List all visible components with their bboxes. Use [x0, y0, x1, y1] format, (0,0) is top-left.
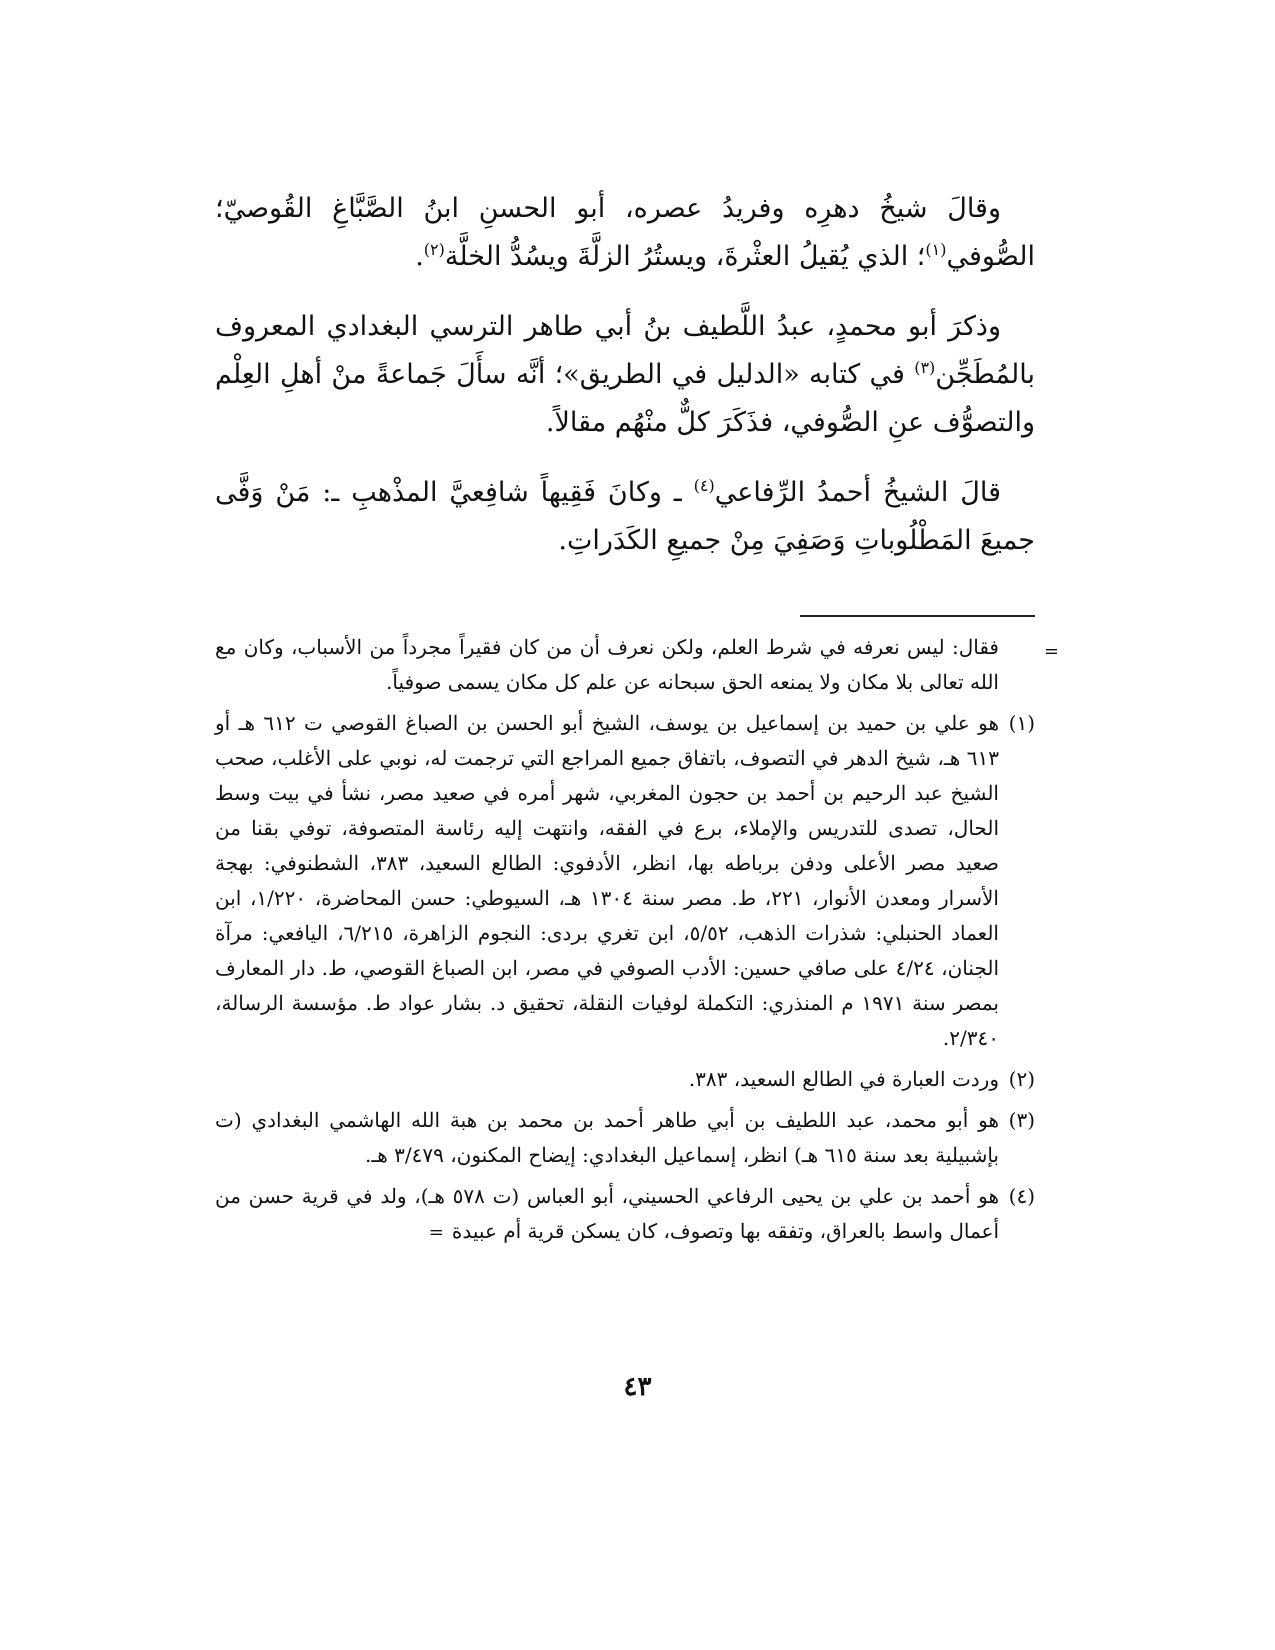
paragraph-3-text-a: قالَ الشيخُ أحمدُ الرِّفاعي [714, 477, 1001, 508]
footnote-4 [215, 1179, 1035, 1250]
paragraph-2-text-b: في كتابه «الدليل في الطريق»؛ أنَّه سأَلَ جَماعةً منْ أهلِ العِلْم والتصوُّف عنِ الصُّوفي، فذَكَرَ كلٌّ منْهُم مقالاً. [215, 359, 1035, 438]
continuation-mark: = [1043, 641, 1059, 662]
footnote-text: وردت العبارة في الطالع السعيد، ٣٨٣. [688, 1067, 999, 1091]
page-number: ٤٣ [623, 1372, 652, 1402]
paragraph-3-text-b: ـ وكانَ فَقِيهاً شافِعيَّ المذْهبِ ـ: مَنْ وَفَّى جميعَ المَطْلُوباتِ وَصَفِيَ مِنْ جميعِ الكَدَراتِ. [215, 477, 1035, 556]
footnote-number: (٣) [1008, 1108, 1035, 1132]
footnote-number: (٢) [1008, 1067, 1035, 1091]
footnote-text: هو علي بن حميد بن إسماعيل بن يوسف، الشيخ أبو الحسن بن الصباغ القوصي ت ٦١٢ هـ أو ٦١٣ هـ، شيخ الدهر في التصوف، باتفاق جميع المراجع التي ترجمت له، نوبي على الأغلب، صحب الشيخ عبد الرحيم بن أحمد بن حجون المغربي، شهر أمره في صعيد مصر، نشأ في بيت وسط الحال، تصدى للتدريس والإملاء، برع في الفقه، وانتهت إليه رئاسة المتصوفة، توفي بقنا من صعيد مصر الأعلى ودفن برباطه بها، انظر، الأدفوي: الطالع السعيد، ٣٨٣، الشطنوفي: بهجة الأسرار ومعدن الأنوار، ٢٢١، ط. مصر سنة ١٣٠٤ هـ، السيوطي: حسن المحاضرة، ١/٢٢٠، ابن العماد الحنبلي: شذرات الذهب، ٥/٥٢، ابن تغري بردى: النجوم الزاهرة، ٦/٢١٥، اليافعي: مرآة الجنان، ٤/٢٤ على صافي حسين: الأدب الصوفي في مصر، ابن الصباغ القوصي، ط. دار المعارف بمصر سنة ١٩٧١ م المنذري: التكملة لوفيات النقلة، تحقيق د. بشار عواد ط. مؤسسة الرسالة، ٢/٣٤٠. [215, 711, 1000, 1050]
footnote-number: (٤) [1008, 1184, 1035, 1208]
continued-mark: = [428, 1222, 444, 1243]
paragraph-2 [215, 303, 1035, 447]
footnote-continuation-text: فقال: ليس نعرفه في شرط العلم، ولكن نعرف أن من كان فقيراً مجرداً من الأسباب، وكان مع الله تعالى بلا مكان ولا يمنعه الحق سبحانه عن علم كل مكان يسمى صوفياً. [215, 635, 999, 694]
paragraph-1-text-b: ؛ الذي يُقيلُ العثْرةَ، ويستُرُ الزلَّةَ ويسُدُّ الخلَّة [444, 241, 926, 272]
footnote-separator [800, 615, 1035, 617]
footnote-ref-3: (٣) [914, 358, 936, 377]
paragraph-1-text-c: . [415, 241, 424, 272]
paragraph-1-text-a: وقالَ شيخُ دهرِه وفريدُ عصره، أبو الحسنِ ابنُ الصَّبَّاغِ القُوصيّ؛ الصُّوفي [215, 193, 1035, 272]
main-text [215, 185, 1035, 587]
footnotes [215, 630, 1059, 1256]
paragraph-1 [215, 185, 1035, 281]
footnote-1 [215, 706, 1035, 1056]
footnote-text: هو أبو محمد، عبد اللطيف بن أبي طاهر أحمد بن محمد بن هبة الله الهاشمي البغدادي (ت بإشبيلية بعد سنة ٦١٥ هـ) انظر، إسماعيل البغدادي: إيضاح المكنون، ٣/٤٧٩ هـ. [215, 1108, 999, 1167]
footnote-ref-1: (١) [925, 240, 947, 259]
footnote-continuation [215, 630, 1059, 700]
footnote-2 [215, 1062, 1035, 1097]
footnote-ref-2: (٢) [423, 240, 445, 259]
footnote-text: هو أحمد بن علي بن يحيى الرفاعي الحسيني، أبو العباس (ت ٥٧٨ هـ)، ولد في قرية حسن من أعمال واسط بالعراق، وتفقه بها وتصوف، كان يسكن قرية أم عبيدة [215, 1184, 1000, 1243]
footnote-3 [215, 1103, 1035, 1173]
footnote-number: (١) [1008, 711, 1035, 735]
paragraph-2-text-a: وذكرَ أبو محمدٍ، عبدُ اللَّطيف بنُ أبي طاهر الترسي البغدادي المعروف بالمُطَجِّن [215, 311, 1035, 390]
footnote-ref-4: (٤) [693, 476, 715, 495]
paragraph-3 [215, 469, 1035, 565]
